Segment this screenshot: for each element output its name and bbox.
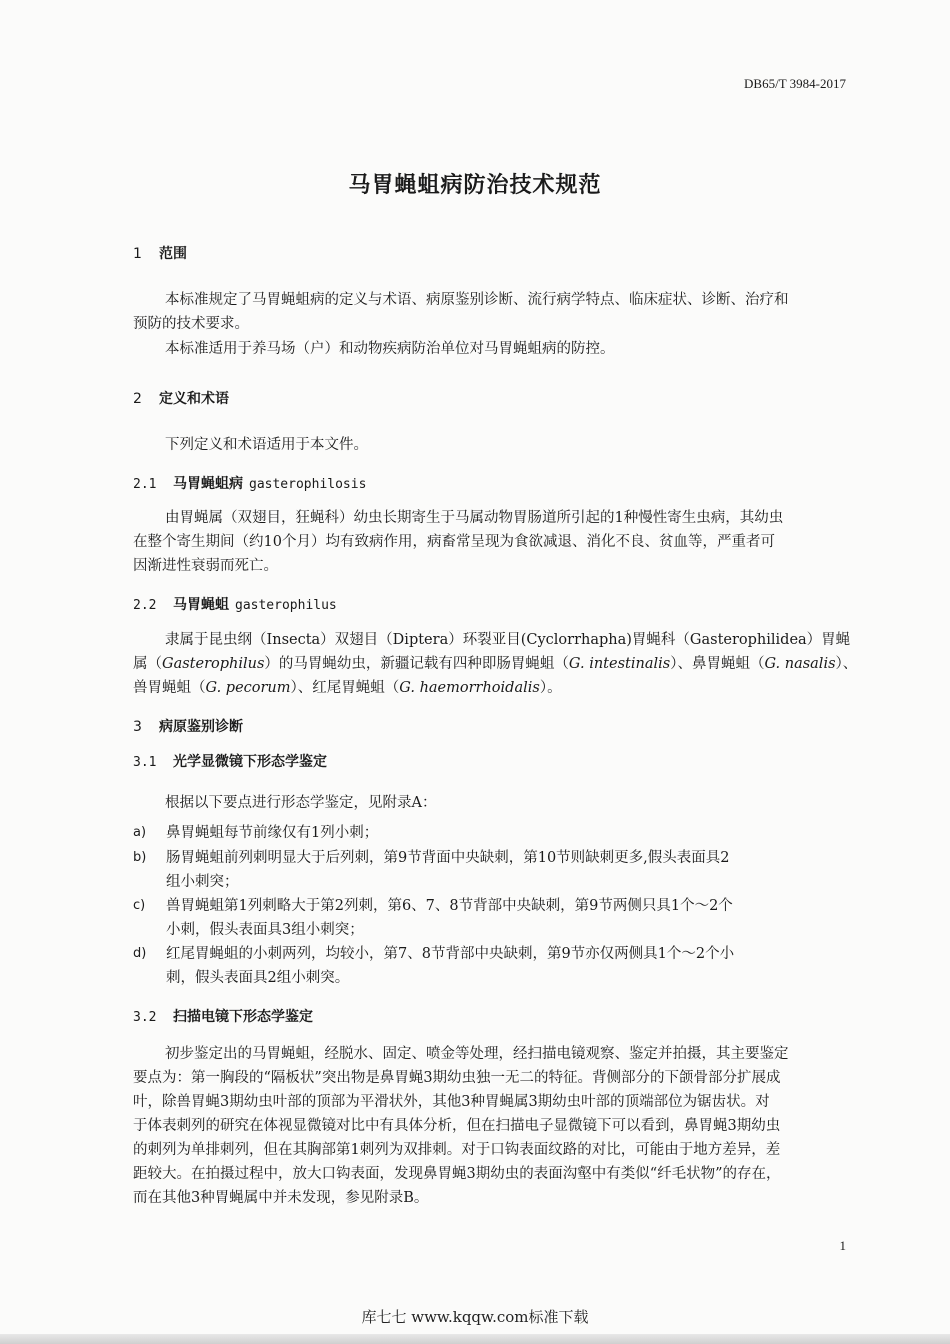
subsection-2-1-body (133, 506, 846, 578)
list-marker: a) (133, 825, 147, 840)
subsection-number: 2.2 (133, 598, 157, 613)
subsection-3-2-body (133, 1042, 846, 1210)
text-span: ）的马胃蝇幼虫，新疆记载有四种即肠胃蝇蛆（ (264, 656, 569, 672)
text-line: 于体表刺列的研究在体视显微镜对比中有具体分析，但在扫描电子显微镜下可以看到，鼻胃蝇3期幼虫 (133, 1118, 781, 1134)
text-line: 小刺，假头表面具3组小刺突； (166, 922, 364, 938)
text-line (133, 652, 858, 676)
text-span: 属（ (133, 656, 162, 672)
subsection-title: 光学显微镜下形态学鉴定 (173, 754, 327, 770)
subsection-2-2-heading (133, 594, 337, 614)
section-3-heading (133, 716, 243, 736)
list-item (133, 894, 846, 942)
genus-name: Gasterophilus (162, 656, 265, 672)
section-1-paragraph-1 (133, 288, 846, 336)
subsection-number: 3.1 (133, 755, 157, 770)
subsection-3-1-heading (133, 751, 327, 771)
section-number: 3 (133, 719, 142, 735)
term-english: gasterophilus (235, 598, 337, 613)
text-line: 预防的技术要求。 (133, 316, 249, 332)
text-line: 的刺列为单排刺列，但在其胸部第1刺列为双排刺。对于口钩表面纹路的对比，可能由于地方差异，差 (133, 1142, 781, 1158)
text-line: 要点为：第一胸段的“隔板状”突出物是鼻胃蝇3期幼虫独一无二的特征。背侧部分的下颌骨部分扩展成 (133, 1070, 781, 1086)
section-1-paragraph-2 (133, 337, 846, 361)
species-name: G. haemorrhoidalis (399, 680, 540, 696)
species-name: G. nasalis (764, 656, 836, 672)
text-line: 本标准适用于养马场（户）和动物疾病防治单位对马胃蝇蛆病的防控。 (165, 341, 615, 357)
subsection-2-1-heading (133, 473, 366, 493)
text-line: 隶属于昆虫纲（Insecta）双翅目（Diptera）环裂亚目(Cyclorrhapha)胃蝇科（Gasterophilidea）胃蝇 (165, 632, 851, 648)
text-line: 因渐进性衰弱而死亡。 (133, 558, 278, 574)
list-marker: c) (133, 898, 146, 913)
text-line: 距较大。在拍摄过程中，放大口钩表面，发现鼻胃蝇3期幼虫的表面沟壑中有类似“纤毛状物”的存在， (133, 1166, 781, 1182)
subsection-2-2-body (133, 628, 858, 700)
text-line: 初步鉴定出的马胃蝇蛆，经脱水、固定、喷金等处理，经扫描电镜观察、鉴定并拍摄，其主要鉴定 (165, 1046, 789, 1062)
species-name: G. intestinalis (568, 656, 671, 672)
term-english: gasterophilosis (249, 477, 367, 492)
text-span: ）、鼻胃蝇蛆（ (670, 656, 765, 672)
term-title: 马胃蝇蛆病 (173, 476, 243, 492)
page-title: 马胃蝇蛆病防治技术规范 (348, 173, 602, 198)
section-1-heading (133, 243, 187, 263)
list-marker: d) (133, 946, 147, 961)
text-span: ）、红尾胃蝇蛆（ (290, 680, 400, 696)
text-line: 由胃蝇属（双翅目，狂蝇科）幼虫长期寄生于马属动物胃肠道所引起的1种慢性寄生虫病，其幼虫 (165, 510, 784, 526)
text-line: 根据以下要点进行形态学鉴定，见附录A： (165, 795, 437, 811)
section-2-intro (133, 433, 846, 457)
section-title: 定义和术语 (159, 391, 229, 407)
text-line: 叶，除兽胃蝇3期幼虫叶部的顶部为平滑状外，其他3种胃蝇属3期幼虫叶部的顶端部位为锯齿状。对 (133, 1094, 770, 1110)
page-number: 1 (839, 1238, 846, 1253)
list-item (133, 821, 846, 845)
text-span: ）、 (835, 656, 858, 672)
text-line: 刺，假头表面具2组小刺突。 (166, 970, 350, 986)
list-item (133, 942, 846, 990)
text-line: 下列定义和术语适用于本文件。 (165, 437, 368, 453)
text-line: 本标准规定了马胃蝇蛆病的定义与术语、病原鉴别诊断、流行病学特点、临床症状、诊断、治疗和 (165, 292, 789, 308)
text-line (133, 676, 846, 700)
text-line: 而在其他3种胃蝇属中并未发现，参见附录B。 (133, 1190, 429, 1206)
subsection-3-1-intro (133, 791, 846, 815)
list-marker: b) (133, 850, 147, 865)
scan-edge (0, 1334, 950, 1344)
text-line: 红尾胃蝇蛆的小刺两列，均较小，第7、8节背部中央缺刺，第9节亦仅两侧具1个～2个小 (166, 946, 735, 962)
term-title: 马胃蝇蛆 (173, 597, 229, 613)
text-line: 鼻胃蝇蛆每节前缘仅有1列小刺； (166, 825, 379, 841)
subsection-number: 3.2 (133, 1010, 157, 1025)
section-title: 病原鉴别诊断 (159, 719, 243, 735)
text-line: 在整个寄生期间（约10个月）均有致病作用，病畜常呈现为食欲减退、消化不良、贫血等，严重者可 (133, 534, 775, 550)
section-2-heading (133, 388, 229, 408)
subsection-title: 扫描电镜下形态学鉴定 (173, 1009, 313, 1025)
species-name: G. pecorum (205, 680, 291, 696)
text-span: ）。 (539, 680, 562, 696)
section-title: 范围 (159, 246, 187, 262)
text-line: 兽胃蝇蛆第1列刺略大于第2列刺，第6、7、8节背部中央缺刺，第9节两侧只具1个～2个 (166, 898, 733, 914)
text-line: 肠胃蝇蛆前列刺明显大于后列刺，第9节背面中央缺刺，第10节则缺刺更多,假头表面具2 (166, 850, 730, 866)
list-item (133, 846, 846, 894)
subsection-number: 2.1 (133, 477, 157, 492)
section-number: 1 (133, 246, 142, 262)
text-line: 组小刺突； (166, 874, 239, 890)
subsection-3-2-heading (133, 1006, 313, 1026)
section-number: 2 (133, 391, 142, 407)
text-span: 兽胃蝇蛆（ (133, 680, 206, 696)
doc-code: DB65/T 3984-2017 (744, 76, 846, 91)
footer-watermark-link[interactable]: 库七七 www.kqqw.com标准下载 (361, 1308, 589, 1326)
